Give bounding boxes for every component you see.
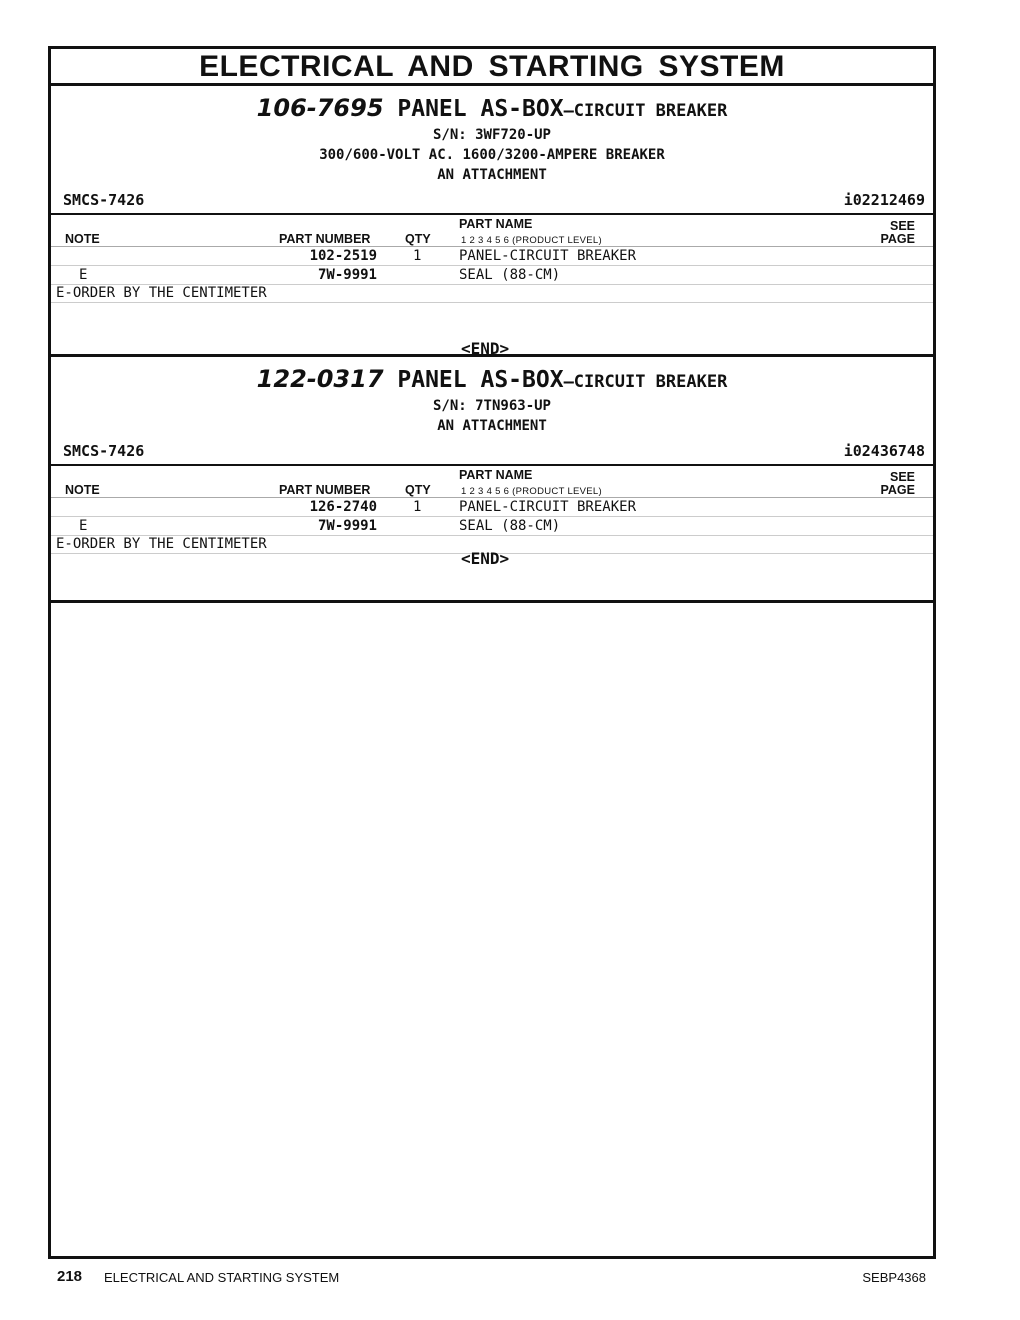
smcs-code: SMCS-7426 bbox=[63, 442, 145, 460]
assembly-subtitle: —CIRCUIT BREAKER bbox=[563, 372, 728, 392]
column-note: NOTE bbox=[65, 232, 100, 246]
column-headers bbox=[51, 464, 933, 498]
footer-title: ELECTRICAL AND STARTING SYSTEM bbox=[104, 1270, 340, 1285]
page-footer bbox=[57, 1268, 926, 1288]
section-title bbox=[51, 94, 933, 125]
column-page: PAGE bbox=[880, 483, 915, 497]
column-part-name: PART NAME bbox=[459, 217, 533, 231]
row-part-name: PANEL-CIRCUIT BREAKER bbox=[459, 248, 637, 264]
column-note: NOTE bbox=[65, 483, 100, 497]
row-part-number: 102-2519 bbox=[309, 248, 377, 264]
parts-section-2 bbox=[51, 357, 933, 603]
section-header bbox=[51, 357, 933, 436]
end-marker: <END> bbox=[461, 549, 510, 568]
document-code: SEBP4368 bbox=[862, 1270, 926, 1285]
column-qty: QTY bbox=[405, 483, 431, 497]
row-part-number: 126-2740 bbox=[309, 499, 377, 515]
column-qty: QTY bbox=[405, 232, 431, 246]
column-product-level: 1 2 3 4 5 6 (PRODUCT LEVEL) bbox=[461, 235, 602, 246]
row-note: E bbox=[79, 267, 88, 283]
table-row bbox=[51, 247, 933, 266]
column-product-level: 1 2 3 4 5 6 (PRODUCT LEVEL) bbox=[461, 486, 602, 497]
page-frame bbox=[48, 46, 936, 1259]
column-part-number: PART NUMBER bbox=[279, 232, 371, 246]
assembly-name: PANEL AS-BOX bbox=[397, 367, 564, 393]
illustration-id: i02436748 bbox=[843, 442, 925, 460]
column-see: SEE bbox=[889, 470, 915, 484]
column-headers bbox=[51, 213, 933, 247]
column-page: PAGE bbox=[880, 232, 915, 246]
end-marker: <END> bbox=[461, 339, 510, 358]
section-header bbox=[51, 86, 933, 185]
description-line: AN ATTACHMENT bbox=[437, 418, 547, 434]
table-row bbox=[51, 266, 933, 285]
row-part-number: 7W-9991 bbox=[317, 267, 377, 283]
assembly-subtitle: —CIRCUIT BREAKER bbox=[563, 101, 728, 121]
row-part-number: 7W-9991 bbox=[317, 518, 377, 534]
illustration-id: i02212469 bbox=[843, 191, 925, 209]
smcs-row bbox=[51, 191, 933, 213]
serial-number: S/N: 3WF720-UP bbox=[432, 127, 551, 143]
assembly-part-number: 122-0317 bbox=[256, 365, 384, 393]
row-part-name: PANEL-CIRCUIT BREAKER bbox=[459, 499, 637, 515]
assembly-part-number: 106-7695 bbox=[256, 94, 384, 122]
serial-number: S/N: 7TN963-UP bbox=[432, 398, 551, 414]
row-qty: 1 bbox=[413, 248, 422, 264]
table-row bbox=[51, 517, 933, 536]
footnote: E-ORDER BY THE CENTIMETER bbox=[51, 536, 933, 554]
column-part-name: PART NAME bbox=[459, 468, 533, 482]
smcs-code: SMCS-7426 bbox=[63, 191, 145, 209]
row-part-name: SEAL (88-CM) bbox=[459, 518, 561, 534]
description-line: AN ATTACHMENT bbox=[437, 167, 547, 183]
section-title bbox=[51, 365, 933, 396]
page-number: 218 bbox=[57, 1268, 83, 1285]
row-note: E bbox=[79, 518, 88, 534]
page-title: ELECTRICAL AND STARTING SYSTEM bbox=[51, 49, 933, 86]
table-row bbox=[51, 498, 933, 517]
column-part-number: PART NUMBER bbox=[279, 483, 371, 497]
description-line: 300/600-VOLT AC. 1600/3200-AMPERE BREAKER bbox=[319, 147, 665, 163]
row-qty: 1 bbox=[413, 499, 422, 515]
row-part-name: SEAL (88-CM) bbox=[459, 267, 561, 283]
smcs-row bbox=[51, 442, 933, 464]
footnote: E-ORDER BY THE CENTIMETER bbox=[51, 285, 933, 303]
column-see: SEE bbox=[889, 219, 915, 233]
assembly-name: PANEL AS-BOX bbox=[397, 96, 564, 122]
parts-section-1 bbox=[51, 86, 933, 357]
